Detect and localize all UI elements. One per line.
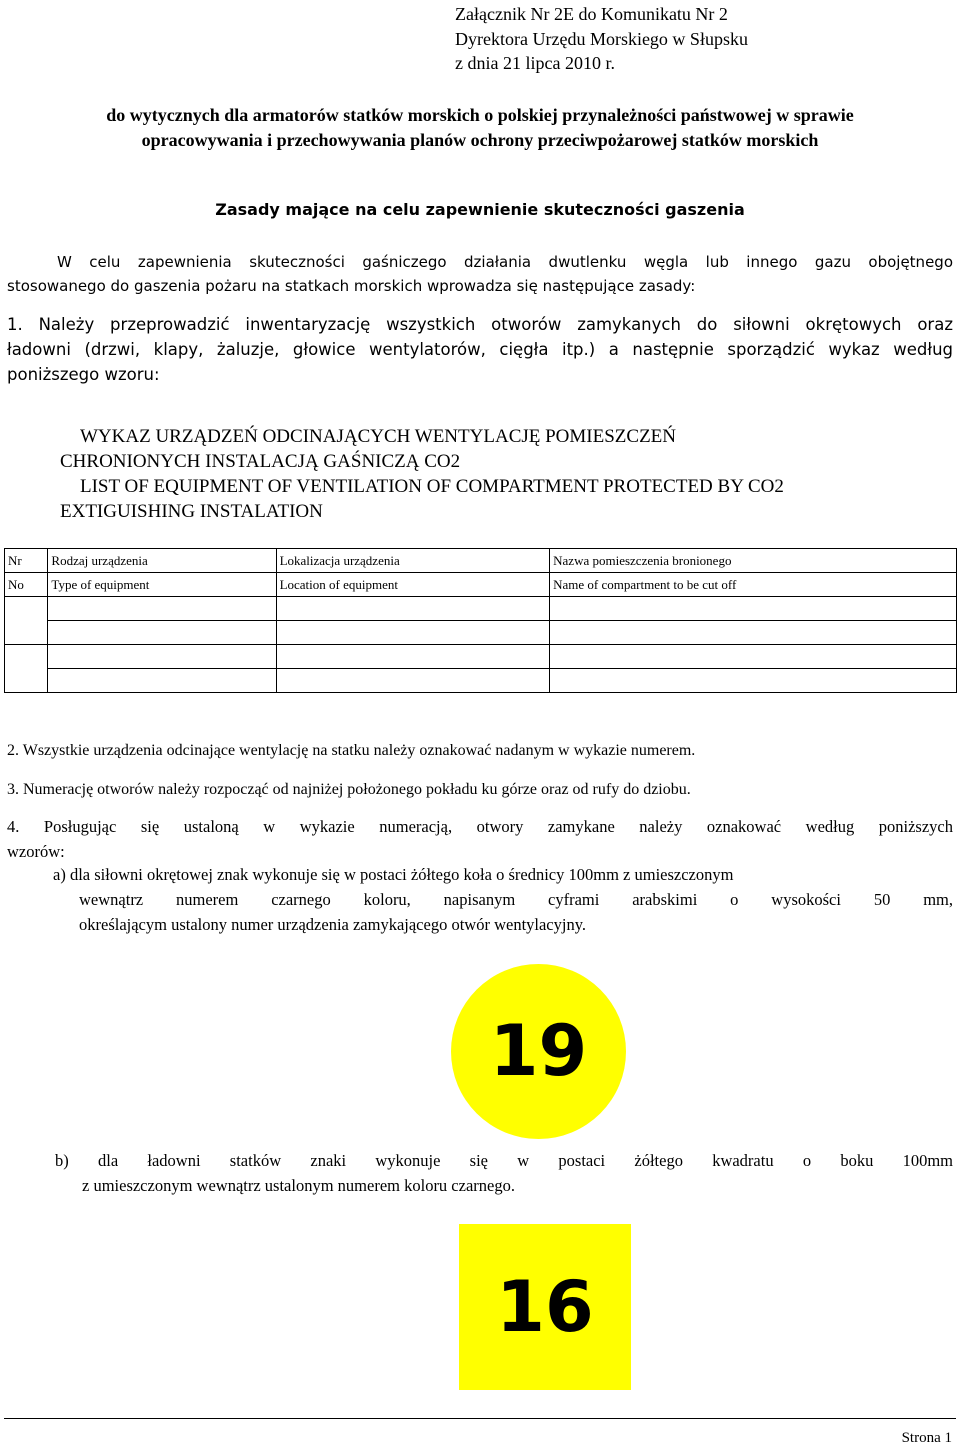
sub-a-line: a) dla siłowni okrętowej znak wykonuje się w postaci żółtego koła o średnicy 100mm z umieszczonym <box>53 865 734 884</box>
section-title: Zasady mające na celu zapewnienie skuteczności gaszenia <box>215 200 745 219</box>
equipment-table <box>4 548 957 693</box>
table-cell <box>48 645 276 669</box>
list-title-pl-line2: CHRONIONYCH INSTALACJĄ GAŚNICZĄ CO2 <box>60 451 461 472</box>
table-cell <box>5 597 48 645</box>
point-2: 2. Wszystkie urządzenia odcinające wentylację na statku należy oznakować nadanym w wykazie numerem. <box>7 742 696 759</box>
table-cell <box>276 645 550 669</box>
table-header-cell: Rodzaj urządzenia <box>48 549 276 573</box>
sub-b-line: b) dla ładowni statków znaki wykonuje się w postaci żółtego kwadratu o boku 100mm <box>55 1151 953 1170</box>
list-title-pl-line1: WYKAZ URZĄDZEŃ ODCINAJĄCYCH WENTYLACJĘ POMIESZCZEŃ <box>80 426 677 447</box>
table-cell <box>48 669 276 693</box>
footer-divider <box>4 1418 956 1419</box>
point-4-line: wzorów: <box>7 842 65 861</box>
table-cell <box>550 645 957 669</box>
yellow-circle-sign <box>451 964 626 1139</box>
list-title-en-line1: LIST OF EQUIPMENT OF VENTILATION OF COMPARTMENT PROTECTED BY CO2 <box>80 476 784 497</box>
table-header-cell: No <box>5 573 48 597</box>
table-row <box>5 597 957 621</box>
table-cell <box>5 645 48 693</box>
list-title <box>60 424 784 524</box>
guidelines-title-line: do wytycznych dla armatorów statków morskich o polskiej przynależności państwowej w sprawie <box>106 105 854 125</box>
header-note <box>455 2 748 76</box>
table-row <box>5 669 957 693</box>
table-header-cell: Name of compartment to be cut off <box>550 573 957 597</box>
table-header-row-en <box>5 573 957 597</box>
table-cell <box>48 621 276 645</box>
page-number: Strona 1 <box>901 1430 952 1446</box>
table-cell <box>48 597 276 621</box>
table-header-cell: Nazwa pomieszczenia bronionego <box>550 549 957 573</box>
list-title-en-line2: EXTIGUISHING INSTALATION <box>60 501 323 522</box>
header-note-line: Załącznik Nr 2E do Komunikatu Nr 2 <box>455 4 728 24</box>
point-4-sub-a <box>53 862 953 937</box>
table-row <box>5 645 957 669</box>
point-1 <box>7 312 953 387</box>
table-cell <box>550 621 957 645</box>
intro-paragraph <box>7 251 953 298</box>
sub-b-line: z umieszczonym wewnątrz ustalonym numerem koloru czarnego. <box>82 1176 515 1195</box>
point-4 <box>7 814 953 864</box>
square-sign-number: 16 <box>496 1266 594 1348</box>
point-1-line: poniższego wzoru: <box>7 365 160 384</box>
guidelines-title <box>0 103 960 153</box>
table-header-row-pl <box>5 549 957 573</box>
table-cell <box>276 597 550 621</box>
table-header-cell: Nr <box>5 549 48 573</box>
intro-line: stosowanego do gaszenia pożaru na statkach morskich wprowadza się następujące zasady: <box>7 276 696 295</box>
table-row <box>5 621 957 645</box>
point-4-line: 4. Posługując się ustaloną w wykazie numeracją, otwory zamykane należy oznakować według poniższych <box>7 817 953 836</box>
guidelines-title-line: opracowywania i przechowywania planów ochrony przeciwpożarowej statków morskich <box>141 130 819 150</box>
sub-a-line: określającym ustalony numer urządzenia zamykającego otwór wentylacyjny. <box>79 915 587 934</box>
table-header-cell: Location of equipment <box>276 573 550 597</box>
table-cell <box>550 597 957 621</box>
table-cell <box>276 669 550 693</box>
intro-line: W celu zapewnienia skuteczności gaśniczego działania dwutlenku węgla lub innego gazu obojętnego <box>57 253 953 271</box>
table-cell <box>276 621 550 645</box>
table-header-cell: Lokalizacja urządzenia <box>276 549 550 573</box>
point-4-sub-b <box>55 1148 953 1198</box>
point-1-line: ładowni (drzwi, klapy, żaluzje, głowice wentylatorów, cięgła itp.) a następnie sporządzić wykaz według <box>7 340 953 359</box>
header-note-line: z dnia 21 lipca 2010 r. <box>455 53 615 73</box>
yellow-square-sign <box>459 1224 631 1390</box>
table-header-cell: Type of equipment <box>48 573 276 597</box>
header-note-line: Dyrektora Urzędu Morskiego w Słupsku <box>455 28 748 49</box>
point-3: 3. Numerację otworów należy rozpocząć od najniżej położonego pokładu ku górze oraz od rufy do dziobu. <box>7 781 691 798</box>
circle-sign-number: 19 <box>489 1010 588 1092</box>
sub-a-line: wewnątrz numerem czarnego koloru, napisanym cyframi arabskimi o wysokości 50 mm, <box>79 890 953 909</box>
point-1-line: 1. Należy przeprowadzić inwentaryzację wszystkich otworów zamykanych do siłowni okrętowych oraz <box>7 315 953 334</box>
table-cell <box>550 669 957 693</box>
